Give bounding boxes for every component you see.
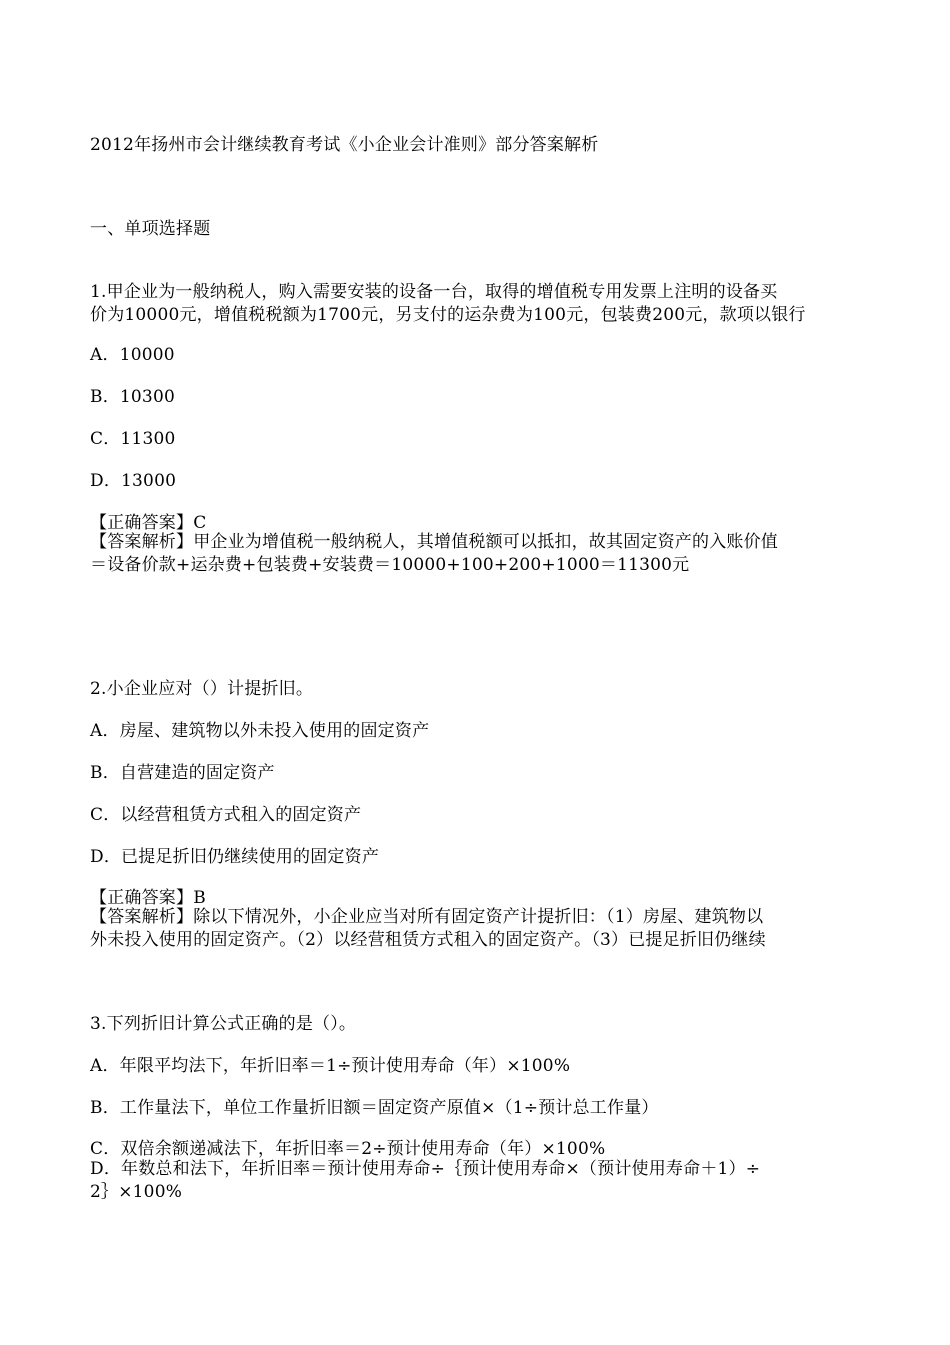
document-title: 2012年扬州市会计继续教育考试《小企业会计准则》部分答案解析 <box>90 135 599 155</box>
question-1-stem-line-2: 价为10000元，增值税税额为1700元，另支付的运杂费为100元，包装费200元，款项以银行 <box>90 305 806 325</box>
question-3-option-b: B．工作量法下，单位工作量折旧额＝固定资产原值×（1÷预计总工作量） <box>90 1098 659 1118</box>
section-heading: 一、单项选择题 <box>90 219 211 239</box>
question-3-option-d-line-2: 2｝×100% <box>90 1182 183 1202</box>
question-1-option-d: D．13000 <box>90 471 177 491</box>
question-1-option-a: A．10000 <box>90 345 175 365</box>
question-2-explanation-line-2: 外未投入使用的固定资产。（2）以经营租赁方式租入的固定资产。（3）已提足折旧仍继续 <box>90 930 766 950</box>
question-1-explanation-line-2: ＝设备价款+运杂费+包装费+安装费＝10000+100+200+1000＝11300元 <box>90 555 690 575</box>
question-3-option-d-line-1: D．年数总和法下，年折旧率＝预计使用寿命÷｛预计使用寿命×（预计使用寿命＋1）÷ <box>90 1159 761 1179</box>
question-2-answer: 【正确答案】B <box>90 888 206 908</box>
question-2-option-c: C．以经营租赁方式租入的固定资产 <box>90 805 362 825</box>
question-2-option-b: B．自营建造的固定资产 <box>90 763 275 783</box>
question-1-option-c: C．11300 <box>90 429 176 449</box>
question-1-explanation-line-1: 【答案解析】甲企业为增值税一般纳税人，其增值税额可以抵扣，故其固定资产的入账价值 <box>90 532 778 552</box>
question-2-explanation-line-1: 【答案解析】除以下情况外，小企业应当对所有固定资产计提折旧：（1）房屋、建筑物以 <box>90 907 764 927</box>
question-3-option-c: C．双倍余额递减法下，年折旧率＝2÷预计使用寿命（年）×100% <box>90 1139 606 1159</box>
question-1-option-b: B．10300 <box>90 387 175 407</box>
question-2-stem: 2.小企业应对（）计提折旧。 <box>90 679 314 699</box>
question-1-stem-line-1: 1.甲企业为一般纳税人，购入需要安装的设备一台，取得的增值税专用发票上注明的设备买 <box>90 282 778 302</box>
question-3-stem: 3.下列折旧计算公式正确的是（）。 <box>90 1014 357 1034</box>
question-3-option-a: A．年限平均法下，年折旧率＝1÷预计使用寿命（年）×100% <box>90 1056 571 1076</box>
question-2-option-a: A．房屋、建筑物以外未投入使用的固定资产 <box>90 721 430 741</box>
question-2-option-d: D．已提足折旧仍继续使用的固定资产 <box>90 847 380 867</box>
question-1-answer: 【正确答案】C <box>90 513 207 533</box>
